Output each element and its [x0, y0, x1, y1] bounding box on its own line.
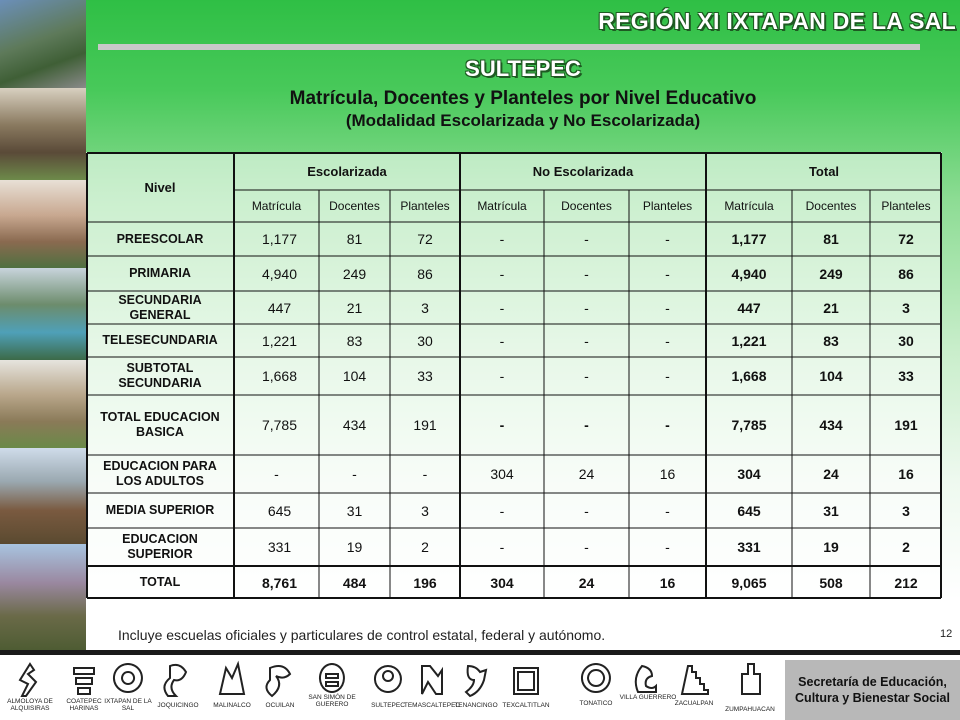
table-cell: 4,940 — [731, 265, 767, 282]
table-cell: 212 — [894, 574, 918, 591]
ocuilan-glyph-icon-path — [266, 666, 290, 696]
municipality-label: TEMASCALTEPEC — [403, 702, 461, 709]
table-cell: - — [584, 265, 589, 282]
header-sub: Docentes — [805, 199, 857, 213]
table-cell: - — [584, 502, 589, 519]
texcaltitlan-glyph-icon-path — [514, 668, 538, 694]
table-cell: - — [584, 231, 589, 247]
table-cell: - — [665, 539, 670, 555]
row-nivel-label: TOTAL EDUCACION BASICA — [100, 410, 220, 439]
table-cell: - — [499, 332, 505, 349]
header-sub: Docentes — [329, 199, 380, 213]
table-cell: 249 — [342, 265, 367, 282]
table-cell: 24 — [823, 466, 839, 482]
table-cell: 4,940 — [261, 265, 298, 282]
table-cell: 21 — [346, 299, 363, 316]
table-cell: 191 — [413, 417, 437, 433]
table-cell: 434 — [819, 417, 843, 433]
header-sub: Docentes — [561, 199, 612, 213]
table-cell: 31 — [346, 502, 363, 519]
municipality-label: VILLA GUERRERO — [619, 694, 677, 701]
table-cell: 16 — [659, 574, 676, 591]
sultepec-glyph-icon — [370, 660, 406, 700]
row-nivel-label: SUBTOTAL SECUNDARIA — [118, 361, 202, 390]
table-cell: 83 — [823, 332, 839, 349]
photo-valley — [0, 448, 86, 544]
table-cell: 81 — [346, 231, 363, 247]
row-nivel-label: TELESECUNDARIA — [102, 333, 218, 347]
photo-town-street — [0, 180, 86, 268]
table-cell: 645 — [737, 502, 761, 519]
table-cell: 1,221 — [261, 332, 298, 349]
table-cell: 1,177 — [731, 231, 767, 247]
table-cell: 249 — [819, 265, 843, 282]
table-cell: 21 — [823, 299, 839, 316]
temascaltepec-glyph-icon-path — [422, 666, 442, 694]
table-subtitle-modalidad: (Modalidad Escolarizada y No Escolarizada) — [345, 111, 701, 130]
table-cell: - — [665, 417, 670, 433]
table-cell: - — [584, 417, 589, 433]
table-cell: - — [274, 466, 279, 482]
row-nivel-label: EDUCACION PARA LOS ADULTOS — [103, 459, 217, 488]
header-sub: Matrícula — [724, 199, 774, 213]
temascaltepec-glyph-icon — [414, 660, 450, 700]
municipality-label: SAN SIMÓN DE GUERERO — [308, 694, 356, 708]
table-cell: 7,785 — [731, 417, 767, 433]
table-cell: 2 — [902, 539, 910, 555]
zacualpan-glyph-icon-path — [682, 666, 708, 694]
table-cell: 24 — [578, 466, 595, 482]
texcaltitlan-glyph-icon — [508, 660, 544, 700]
header-group: No Escolarizada — [532, 163, 634, 179]
table-cell: 31 — [823, 502, 839, 519]
table-cell: - — [584, 299, 589, 316]
table-cell: 3 — [421, 299, 429, 316]
row-nivel-label: EDUCACION SUPERIOR — [122, 532, 198, 561]
joquicingo-glyph-icon — [160, 660, 196, 700]
coatepec-glyph-icon-path — [74, 668, 94, 694]
table-cell: 19 — [823, 539, 839, 555]
table-cell: - — [584, 539, 589, 555]
sultepec-glyph-icon-path — [375, 666, 401, 692]
table-cell: - — [352, 466, 357, 482]
table-cell: - — [665, 231, 670, 247]
header-sub: Matrícula — [251, 199, 302, 213]
table-cell: - — [584, 332, 589, 349]
table-cell: 2 — [421, 539, 429, 555]
table-cell: - — [499, 417, 505, 433]
photo-strip — [0, 0, 86, 655]
table-cell: 304 — [737, 466, 761, 482]
table-cell: 3 — [902, 299, 910, 316]
row-nivel-label: MEDIA SUPERIOR — [105, 503, 215, 517]
municipality-label: ZACUALPAN — [674, 700, 714, 707]
table-cell: 7,785 — [261, 417, 298, 433]
table-cell: - — [665, 299, 670, 316]
education-table — [86, 152, 942, 599]
table-cell: - — [499, 539, 505, 555]
header-group: Escolarizada — [307, 163, 387, 179]
tenancingo-glyph-icon — [458, 660, 494, 700]
photo-town-hills — [0, 0, 86, 88]
secretaria-box — [785, 660, 960, 720]
row-nivel-label: SECUNDARIA GENERAL — [118, 292, 202, 322]
table-cell: 434 — [342, 417, 367, 433]
table-cell: 331 — [737, 539, 761, 555]
tonatico-glyph-icon — [578, 660, 614, 700]
table-cell: - — [665, 265, 670, 282]
table-cell: 331 — [267, 539, 292, 555]
header-group: Total — [808, 163, 840, 179]
municipality-label: TONATICO — [579, 700, 613, 707]
table-cell: 304 — [490, 466, 514, 482]
table-cell: 33 — [417, 368, 433, 384]
table-cell: 30 — [417, 332, 433, 349]
villa-guerrero-glyph-icon-path — [636, 666, 656, 692]
table-cell: 86 — [898, 265, 914, 282]
coatepec-glyph-icon — [66, 660, 102, 700]
photo-mountain — [0, 544, 86, 655]
table-cell: - — [665, 502, 670, 519]
ocuilan-glyph-icon — [262, 660, 298, 700]
municipality-label: SULTEPEC — [371, 702, 405, 709]
row-nivel-label: PRIMARIA — [129, 266, 191, 280]
table-subtitle: Matrícula, Docentes y Planteles por Nivel Educativo — [289, 88, 757, 109]
table-cell: - — [499, 502, 505, 519]
table-cell: 19 — [346, 539, 363, 555]
table-cell: - — [499, 299, 505, 316]
photo-pool — [0, 268, 86, 360]
secretaria-line-1: Secretaría de Educación, — [798, 675, 947, 689]
table-cell: 104 — [819, 368, 843, 384]
footnote: Incluye escuelas oficiales y particulares de control estatal, federal y autónomo. — [118, 627, 606, 643]
municipality-label: OCUILAN — [265, 702, 295, 709]
header-sub: Planteles — [881, 199, 931, 213]
page-number: 12 — [940, 628, 953, 640]
header-sub: Matrícula — [477, 199, 527, 213]
san-simon-glyph-icon-path — [320, 664, 344, 692]
table-cell: 447 — [267, 299, 292, 316]
tenancingo-glyph-icon-path — [466, 666, 486, 696]
table-cell: 484 — [342, 574, 367, 591]
zumpahuacan-glyph-icon — [732, 660, 768, 700]
municipality-label: MALINALCO — [213, 702, 251, 709]
ixtapan-glyph-icon — [110, 660, 146, 700]
almoloya-glyph-icon — [12, 660, 48, 700]
photo-rock-peak — [0, 88, 86, 180]
table-cell: 1,668 — [261, 368, 298, 384]
table-cell: - — [584, 368, 589, 384]
table-cell: 3 — [421, 502, 429, 519]
bottom-rule — [0, 650, 960, 655]
table-cell: 72 — [898, 231, 914, 247]
table-cell: 1,668 — [731, 368, 767, 384]
table-cell: 16 — [898, 466, 914, 482]
table-cell: 304 — [490, 574, 514, 591]
table-cell: 81 — [823, 231, 839, 247]
joquicingo-glyph-icon-path — [164, 665, 186, 696]
table-cell: 86 — [417, 265, 433, 282]
photo-canyon — [0, 360, 86, 448]
malinalco-glyph-icon — [214, 660, 250, 700]
zumpahuacan-glyph-icon-path — [742, 664, 760, 694]
table-cell: - — [499, 231, 505, 247]
tonatico-glyph-icon-path — [582, 664, 610, 692]
ixtapan-glyph-icon-path — [114, 664, 142, 692]
header-sub: Planteles — [642, 199, 693, 213]
municipality-label: JOQUICINGO — [157, 702, 199, 709]
table-cell: 104 — [342, 368, 367, 384]
table-cell: 191 — [894, 417, 918, 433]
municipality-title: SULTEPEC — [465, 56, 581, 81]
municipality-label: ALMOLOYA DE ALQUISIRAS — [7, 698, 53, 712]
municipality-label: ZUMPAHUACAN — [725, 706, 775, 713]
table-cell: - — [665, 368, 670, 384]
table-cell: 196 — [413, 574, 437, 591]
municipality-label: TEXCALTITLAN — [502, 702, 550, 709]
table-cell: 8,761 — [261, 574, 298, 591]
table-cell: - — [499, 265, 505, 282]
table-cell: - — [665, 332, 670, 349]
municipality-label: IXTAPAN DE LA SAL — [104, 698, 152, 712]
row-nivel-label: TOTAL — [139, 575, 181, 589]
table-cell: 3 — [902, 502, 910, 519]
municipality-label: COATEPEC HARINAS — [66, 698, 102, 712]
region-title: REGIÓN XI IXTAPAN DE LA SAL — [598, 8, 956, 34]
secretaria-line-2: Cultura y Bienestar Social — [795, 691, 950, 705]
table-cell: 30 — [898, 332, 914, 349]
zacualpan-glyph-icon — [676, 660, 712, 700]
table-cell: 16 — [659, 466, 676, 482]
table-cell: - — [499, 368, 505, 384]
malinalco-glyph-icon-path — [220, 664, 244, 694]
row-nivel-label: PREESCOLAR — [116, 231, 204, 246]
table-cell: 9,065 — [731, 574, 767, 591]
municipality-label: TENANCINGO — [454, 702, 498, 709]
table-cell: 83 — [346, 332, 363, 349]
almoloya-glyph-icon-path — [20, 664, 36, 696]
table-cell: 645 — [267, 502, 292, 519]
table-cell: 72 — [417, 231, 433, 247]
table-cell: 1,221 — [731, 332, 767, 349]
table-cell: 508 — [819, 574, 843, 591]
top-rule — [98, 44, 920, 50]
table-cell: - — [422, 466, 428, 482]
header-nivel: Nivel — [144, 179, 176, 195]
table-cell: 447 — [737, 299, 761, 316]
table-cell: 24 — [578, 574, 595, 591]
header-sub: Planteles — [400, 199, 450, 213]
table-cell: 33 — [898, 368, 914, 384]
table-cell: 1,177 — [261, 231, 298, 247]
